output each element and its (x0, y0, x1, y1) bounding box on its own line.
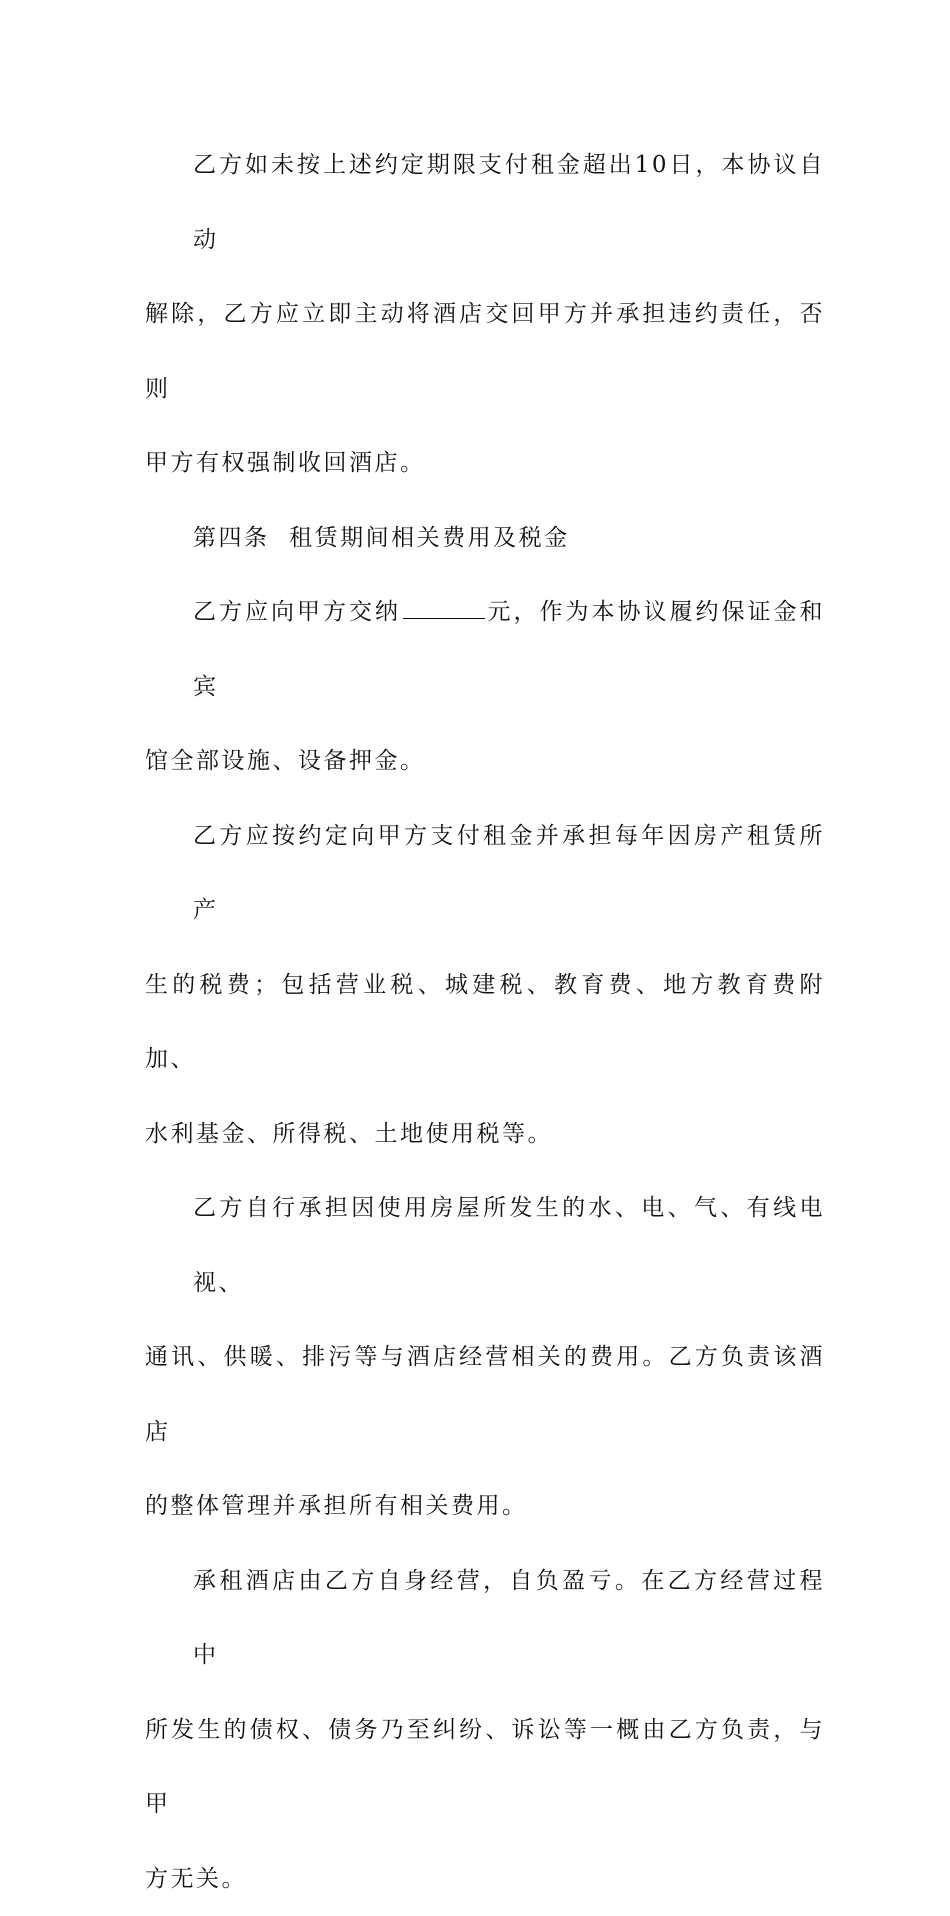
text-line: 乙方如未按上述约定期限支付租金超出10日，本协议自动 (145, 128, 825, 277)
text-line: 承租酒店由乙方自身经营，自负盈亏。在乙方经营过程中 (145, 1544, 825, 1693)
paragraph-deposit (145, 575, 825, 799)
section-heading: 第四条 租赁期间相关费用及税金 (145, 501, 825, 576)
deposit-text-before: 乙方应向甲方交纳 (193, 599, 401, 625)
text-line: 馆全部设施、设备押金。 (145, 724, 825, 799)
text-line (145, 575, 825, 724)
paragraph-taxes (145, 799, 825, 1172)
text-line: 生的税费；包括营业税、城建税、教育费、地方教育费附加、 (145, 948, 825, 1097)
text-line: 所发生的债权、债务乃至纠纷、诉讼等一概由乙方负责，与甲 (145, 1693, 825, 1842)
text-line: 解除，乙方应立即主动将酒店交回甲方并承担违约责任，否则 (145, 277, 825, 426)
section-heading-article-4 (145, 501, 825, 576)
text-line: 通讯、供暖、排污等与酒店经营相关的费用。乙方负责该酒店 (145, 1320, 825, 1469)
paragraph-operations (145, 1544, 825, 1916)
text-line: 的整体管理并承担所有相关费用。 (145, 1469, 825, 1544)
text-line: 甲方有权强制收回酒店。 (145, 426, 825, 501)
text-line: 水利基金、所得税、土地使用税等。 (145, 1097, 825, 1172)
text-line: 方无关。 (145, 1842, 825, 1916)
text-line: 乙方应按约定向甲方支付租金并承担每年因房产租赁所产 (145, 799, 825, 948)
deposit-text-after: 元，作为本协议履约保证金和宾 (193, 599, 825, 700)
paragraph-utilities (145, 1171, 825, 1544)
text-line: 乙方自行承担因使用房屋所发生的水、电、气、有线电视、 (145, 1171, 825, 1320)
paragraph-late-rent (145, 128, 825, 501)
deposit-amount-blank (403, 600, 485, 619)
document-body (145, 128, 825, 1916)
